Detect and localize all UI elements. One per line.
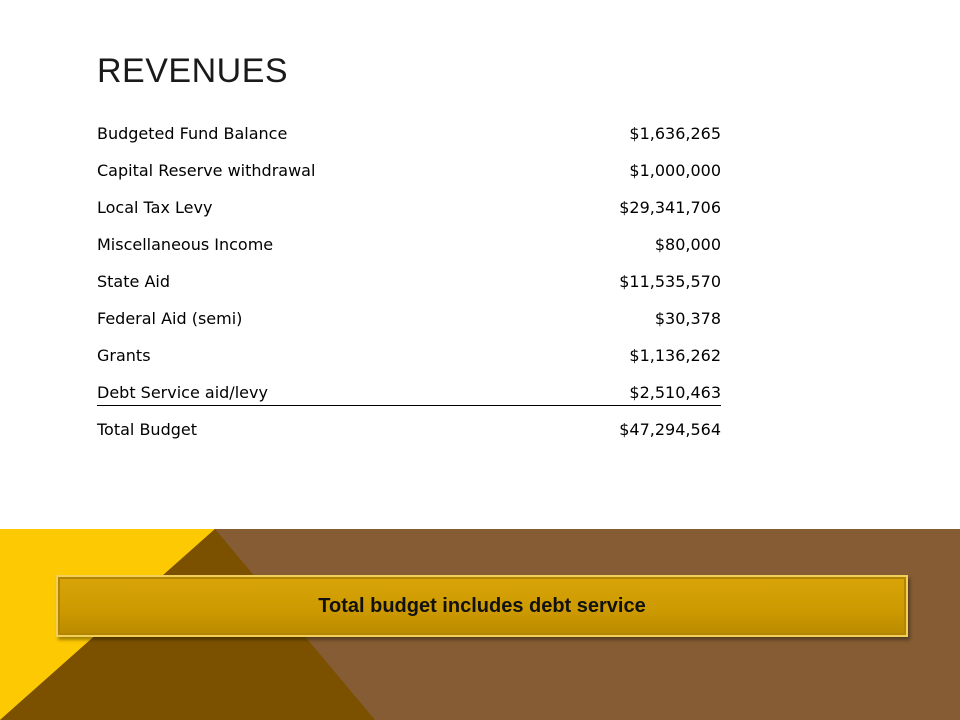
revenue-amount: $30,378 (654, 309, 721, 328)
revenue-label: Capital Reserve withdrawal (97, 161, 316, 180)
revenue-label: Federal Aid (semi) (97, 309, 243, 328)
subtotal-underline (97, 405, 721, 406)
revenue-amount: $80,000 (654, 235, 721, 254)
revenue-row (97, 118, 721, 155)
revenue-row (97, 155, 721, 192)
revenue-amount: $1,136,262 (629, 346, 721, 365)
revenue-label: Local Tax Levy (97, 198, 213, 217)
revenue-amount: $11,535,570 (619, 272, 721, 291)
revenue-row (97, 266, 721, 303)
revenue-table (97, 118, 721, 451)
revenue-row (97, 340, 721, 377)
revenue-label: Grants (97, 346, 151, 365)
revenue-amount: $29,341,706 (619, 198, 721, 217)
revenue-amount: $1,636,265 (629, 124, 721, 143)
revenue-label: State Aid (97, 272, 170, 291)
revenue-label: Debt Service aid/levy (97, 383, 268, 402)
revenue-amount: $2,510,463 (629, 383, 721, 402)
revenue-row (97, 229, 721, 266)
callout-text: Total budget includes debt service (318, 594, 646, 617)
total-row (97, 414, 721, 451)
revenue-label: Budgeted Fund Balance (97, 124, 288, 143)
revenue-row (97, 377, 721, 414)
revenue-label: Miscellaneous Income (97, 235, 274, 254)
callout-banner (56, 575, 908, 637)
revenue-row (97, 303, 721, 340)
revenue-amount: $1,000,000 (629, 161, 721, 180)
slide-title: REVENUES (97, 52, 289, 90)
revenue-row (97, 192, 721, 229)
total-label: Total Budget (97, 420, 197, 439)
total-amount: $47,294,564 (619, 420, 721, 439)
